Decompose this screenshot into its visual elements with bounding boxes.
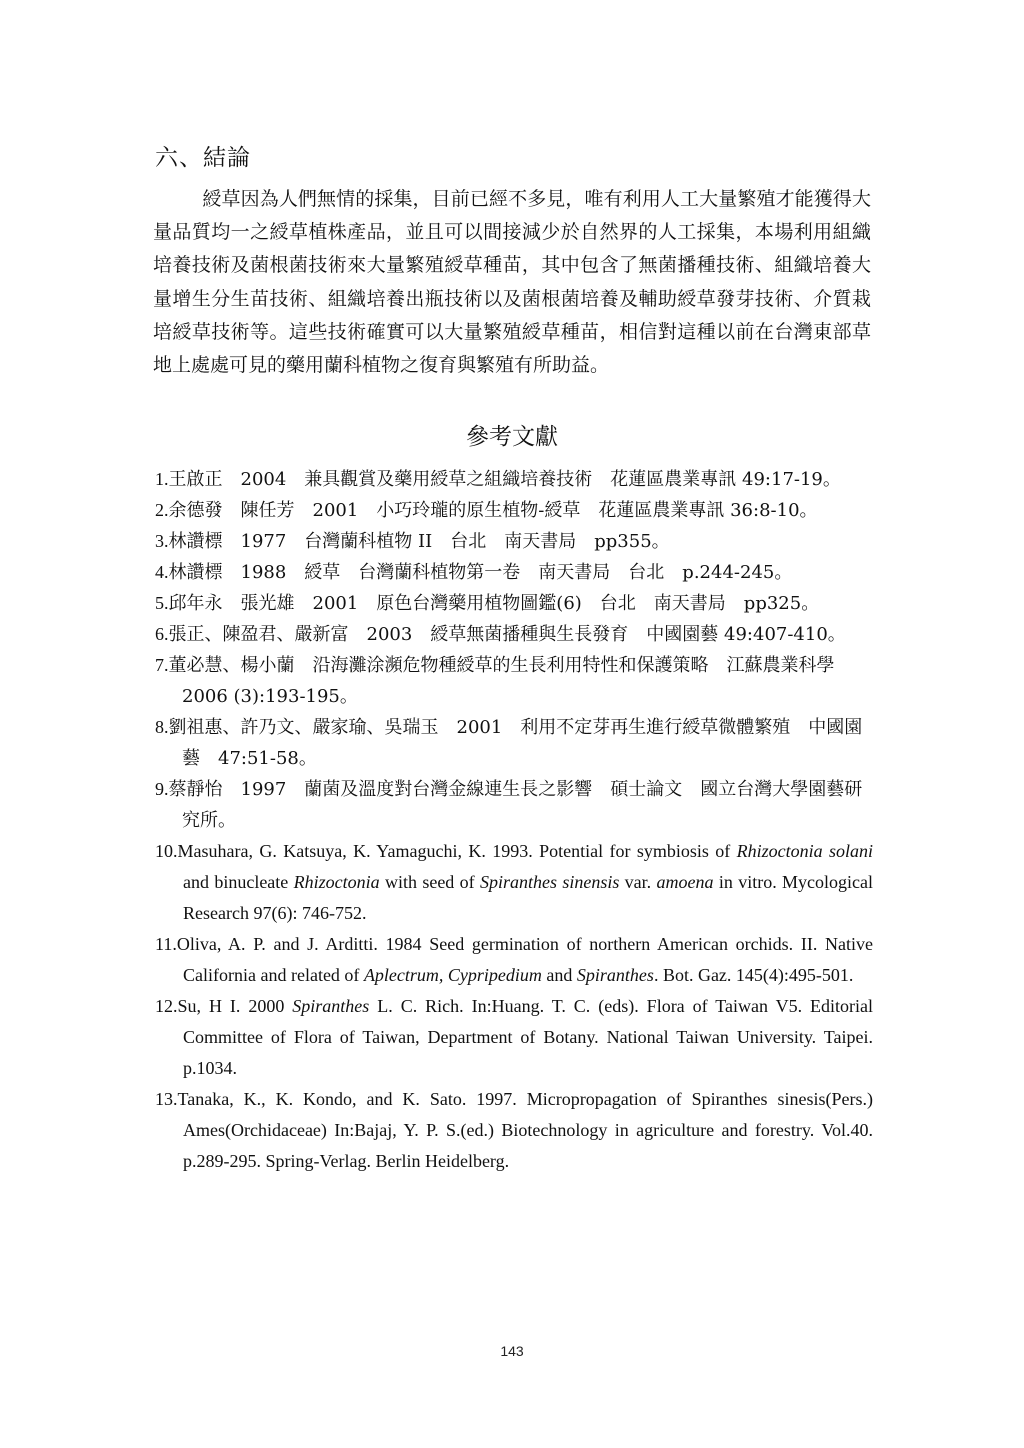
reference-text: Masuhara, G. Katsuya, K. Yamaguchi, K. 1993. Potential for symbiosis of [177,841,737,861]
species-name: Rhizoctonia solani [736,841,874,861]
species-name: Spiranthes [576,965,654,985]
species-name: Spiranthes sinensis [479,872,620,892]
reference-text: with seed of [379,872,480,892]
reference-number: 10. [155,841,178,861]
reference-text: Su, H I. 2000 [177,996,293,1016]
reference-text: 董必慧、楊小蘭 沿海灘涂瀕危物種綬草的生長利用特性和保護策略 江蘇農業科學 2006 (3):193-195。 [168,655,853,707]
reference-text: Oliva, A. P. and J. Arditti. 1984 Seed germination of northern American orchids. II. Native California and related of [176,934,873,985]
reference-number: 6. [155,624,169,644]
reference-number: 7. [155,655,169,675]
reference-item-5 [155,588,873,619]
reference-text: and binucleate [183,872,294,892]
reference-number: 13. [155,1089,178,1109]
reference-number: 9. [155,779,169,799]
reference-number: 8. [155,717,169,737]
reference-number: 2. [155,500,169,520]
references-heading: 參考文獻 [466,424,558,450]
reference-item-4 [155,557,873,588]
reference-item-8 [155,712,873,774]
reference-text: var. [619,872,657,892]
reference-item-13 [155,1084,873,1177]
reference-number: 11. [155,934,177,954]
conclusion-paragraph: 綬草因為人們無情的採集，目前已經不多見，唯有利用人工大量繁殖才能獲得大量品質均一之綬草植株產品，並且可以間接減少於自然界的人工採集，本場利用組織培養技術及菌根菌技術來大量繁殖綬草種苗，其中包含了無菌播種技術、組織培養大量增生分生苗技術、組織培養出瓶技術以及菌根菌培養及輔助綬草發芽技術、介質栽培綬草技術等。這些技術確實可以大量繁殖綬草種苗，相信對這種以前在台灣東部草地上處處可見的藥用蘭科植物之復育與繁殖有所助益。 [153,188,871,377]
reference-item-1 [155,464,873,495]
reference-item-2 [155,495,873,526]
reference-text: in vitro. Mycological Research 97(6): 746-752. [183,872,874,923]
reference-text: 蔡靜怡 1997 蘭菌及溫度對台灣金線連生長之影響 碩士論文 國立台灣大學園藝研究所。 [168,779,863,831]
reference-number: 5. [155,593,169,613]
reference-list [155,464,873,1177]
reference-number: 1. [155,469,169,489]
reference-item-11 [155,929,873,991]
reference-item-3 [155,526,873,557]
reference-text: Tanaka, K., K. Kondo, and K. Sato. 1997. Micropropagation of Spiranthes sinesis(Pers.) Ames(Orchidaceae) In:Bajaj, Y. P. S.(ed.) Biotechnology in agriculture and forestry. Vol.40. p.289-295. Spring-Verlag. Berlin Heidelberg. [177,1089,873,1171]
species-name: Rhizoctonia [293,872,380,892]
reference-number: 4. [155,562,169,582]
reference-text: and [541,965,577,985]
reference-text: L. C. Rich. In:Huang. T. C. (eds). Flora of Taiwan V5. Editorial Committee of Flora of Taiwan, Department of Botany. National Taiwan University. Taipei. p.1034. [183,996,873,1078]
reference-text: 張正、陳盈君、嚴新富 2003 綬草無菌播種與生長發育 中國園藝 49:407-410。 [168,624,846,645]
section-title: 六、結論 [155,145,251,171]
reference-item-10 [155,836,873,929]
reference-item-12 [155,991,873,1084]
reference-item-7 [155,650,873,712]
reference-number: 12. [155,996,178,1016]
reference-number: 3. [155,531,169,551]
reference-item-6 [155,619,873,650]
species-name: Spiranthes [292,996,370,1016]
reference-text: 余德發 陳任芳 2001 小巧玲瓏的原生植物-綬草 花蓮區農業專訊 36:8-10。 [168,500,818,521]
reference-text: 林讚標 1977 台灣蘭科植物 II 台北 南天書局 pp355。 [168,531,670,552]
reference-item-9 [155,774,873,836]
reference-text: 林讚標 1988 綬草 台灣蘭科植物第一卷 南天書局 台北 p.244-245。 [168,562,793,583]
species-name: Aplectrum, Cypripedium [363,965,542,985]
reference-text: 王啟正 2004 兼具觀賞及藥用綬草之組織培養技術 花蓮區農業專訊 49:17-19。 [168,469,841,490]
reference-text: 邱年永 張光雄 2001 原色台灣藥用植物圖鑑(6) 台北 南天書局 pp325。 [168,593,820,614]
page-number: 143 [500,1343,524,1359]
reference-text: . Bot. Gaz. 145(4):495-501. [653,965,854,985]
species-name: amoena [656,872,714,892]
reference-text: 劉祖惠、許乃文、嚴家瑜、吳瑞玉 2001 利用不定芽再生進行綬草微體繁殖 中國園藝 47:51-58。 [168,717,863,769]
